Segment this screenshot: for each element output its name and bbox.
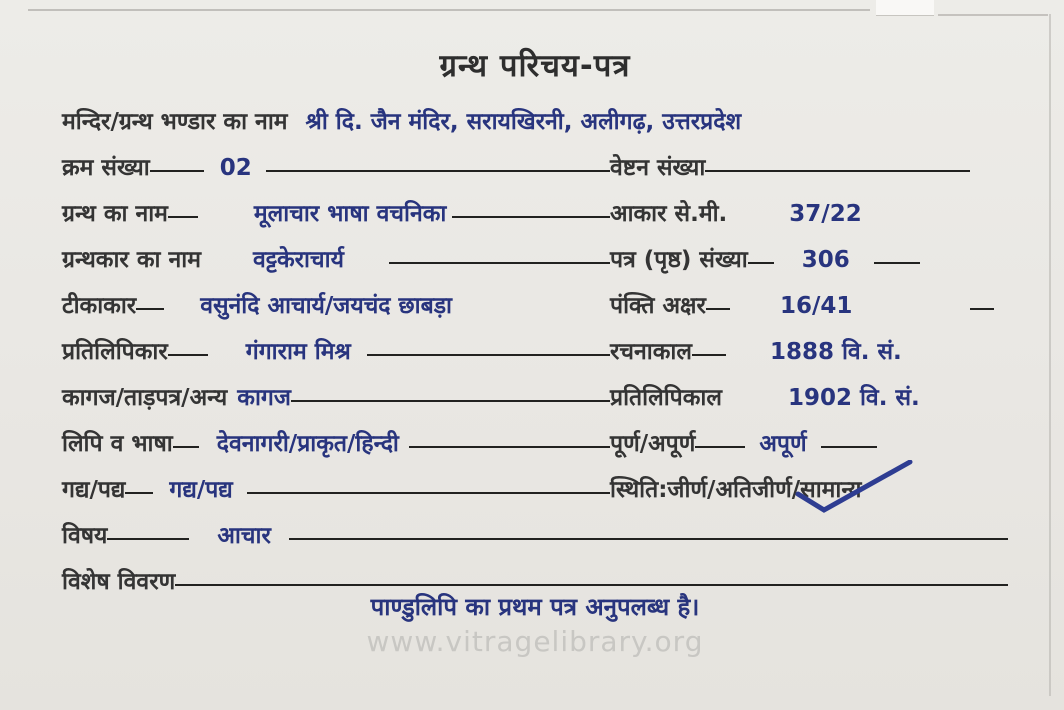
row-mandir — [62, 106, 1008, 140]
rule-line — [706, 290, 730, 310]
field-value-vishesh-vivran: पाण्डुलिपि का प्रथम पत्र अनुपलब्ध है। — [370, 593, 700, 621]
field-label-gadya-padya: गद्य/पद्य — [62, 477, 126, 503]
rule-line — [266, 152, 610, 172]
field-label-kagaj: कागज/ताड़पत्र/अन्य — [62, 385, 228, 411]
field-label-granth-ka-naam: ग्रन्थ का नाम — [62, 201, 168, 227]
field-value-pankti-akshar: 16/41 — [779, 293, 853, 319]
field-value-kagaj: कागज — [237, 385, 291, 411]
field-label-mandir: मन्दिर/ग्रन्थ भण्डार का नाम — [62, 109, 288, 135]
field-value-granthkar: वट्टकेराचार्य — [252, 247, 344, 273]
field-value-vishay: आचार — [217, 523, 271, 549]
rule-line — [695, 428, 745, 448]
field-label-patra-sankhya: पत्र (पृष्ठ) संख्या — [610, 247, 748, 273]
rule-line — [150, 152, 204, 172]
rule-line — [692, 336, 726, 356]
field-label-vishay: विषय — [62, 523, 108, 549]
field-value-rachnakal: 1888 वि. सं. — [769, 339, 902, 365]
rule-line — [175, 566, 1008, 586]
row-vishay — [62, 520, 1008, 554]
rule-line — [389, 244, 610, 264]
rule-line — [125, 474, 153, 494]
field-label-kram-sankhya: क्रम संख्या — [62, 155, 150, 181]
row-granthkar-patra — [62, 244, 1008, 278]
scan-edge-right — [1049, 14, 1051, 696]
field-label-granthkar: ग्रन्थकार का नाम — [62, 247, 201, 273]
rule-line — [748, 244, 774, 264]
field-value-lipi-bhasha: देवनागरी/प्राकृत/हिन्दी — [216, 431, 399, 457]
rule-line — [289, 520, 1008, 540]
field-value-mandir: श्री दि. जैन मंदिर, सरायखिरनी, अलीगढ़, उत्तरप्रदेश — [305, 109, 742, 135]
field-label-sthiti-prefix: स्थिति:जीर्ण/अतिजीर्ण/ — [610, 477, 801, 503]
rule-line — [173, 428, 199, 448]
field-value-pratilipikar: गंगाराम मिश्र — [245, 339, 351, 365]
rule-line — [367, 336, 610, 356]
row-gadya-sthiti — [62, 474, 1008, 508]
field-label-vishesh-vivran: विशेष विवरण — [62, 569, 176, 595]
rule-line — [821, 428, 877, 448]
card-content — [62, 0, 1008, 658]
rule-line — [452, 198, 610, 218]
rule-line — [874, 244, 920, 264]
field-value-patra-sankhya: 306 — [801, 247, 850, 273]
rule-line — [136, 290, 164, 310]
field-label-pratilipikaal: प्रतिलिपिकाल — [610, 385, 722, 411]
rule-line — [168, 198, 198, 218]
field-label-tikakar: टीकाकार — [62, 293, 137, 319]
rule-line — [168, 336, 208, 356]
field-value-purn-apurn: अपूर्ण — [759, 431, 807, 457]
row-tikakar-pankti — [62, 290, 1008, 324]
field-label-sthiti-samanya: सामान्य — [800, 477, 862, 503]
rule-line — [705, 152, 970, 172]
rule-line — [409, 428, 610, 448]
row-kram-veshtan — [62, 152, 1008, 186]
row-lipi-purn — [62, 428, 1008, 462]
field-label-lipi-bhasha: लिपि व भाषा — [62, 431, 173, 457]
rule-line — [247, 474, 610, 494]
field-label-rachnakal: रचनाकाल — [610, 339, 692, 365]
watermark: www.vitragelibrary.org — [366, 625, 704, 658]
rule-line — [970, 290, 994, 310]
row-kagaj-pratilipikaal — [62, 382, 1008, 416]
card-title: ग्रन्थ परिचय-पत्र — [439, 48, 631, 84]
row-granthnaam-aakar — [62, 198, 1008, 232]
rule-line — [291, 382, 610, 402]
rule-line — [107, 520, 189, 540]
field-label-veshtan-sankhya: वेष्टन संख्या — [610, 155, 706, 181]
field-value-granth-ka-naam: मूलाचार भाषा वचनिका — [253, 201, 447, 227]
field-value-aakar: 37/22 — [789, 201, 862, 227]
field-value-pratilipikaal: 1902 वि. सं. — [787, 385, 920, 411]
row-pratilipikar-rachnakal — [62, 336, 1008, 370]
field-label-pratilipikar: प्रतिलिपिकार — [62, 339, 168, 365]
field-value-gadya-padya: गद्य/पद्य — [169, 477, 233, 503]
field-value-kram-sankhya: 02 — [219, 155, 252, 181]
sthiti-marked-option — [800, 474, 861, 506]
field-label-pankti-akshar: पंक्ति अक्षर — [610, 293, 706, 319]
field-label-aakar: आकार से.मी. — [610, 201, 728, 227]
field-value-tikakar: वसुनंदि आचार्य/जयचंद छाबड़ा — [200, 293, 452, 319]
field-label-purn-apurn: पूर्ण/अपूर्ण — [610, 431, 696, 457]
